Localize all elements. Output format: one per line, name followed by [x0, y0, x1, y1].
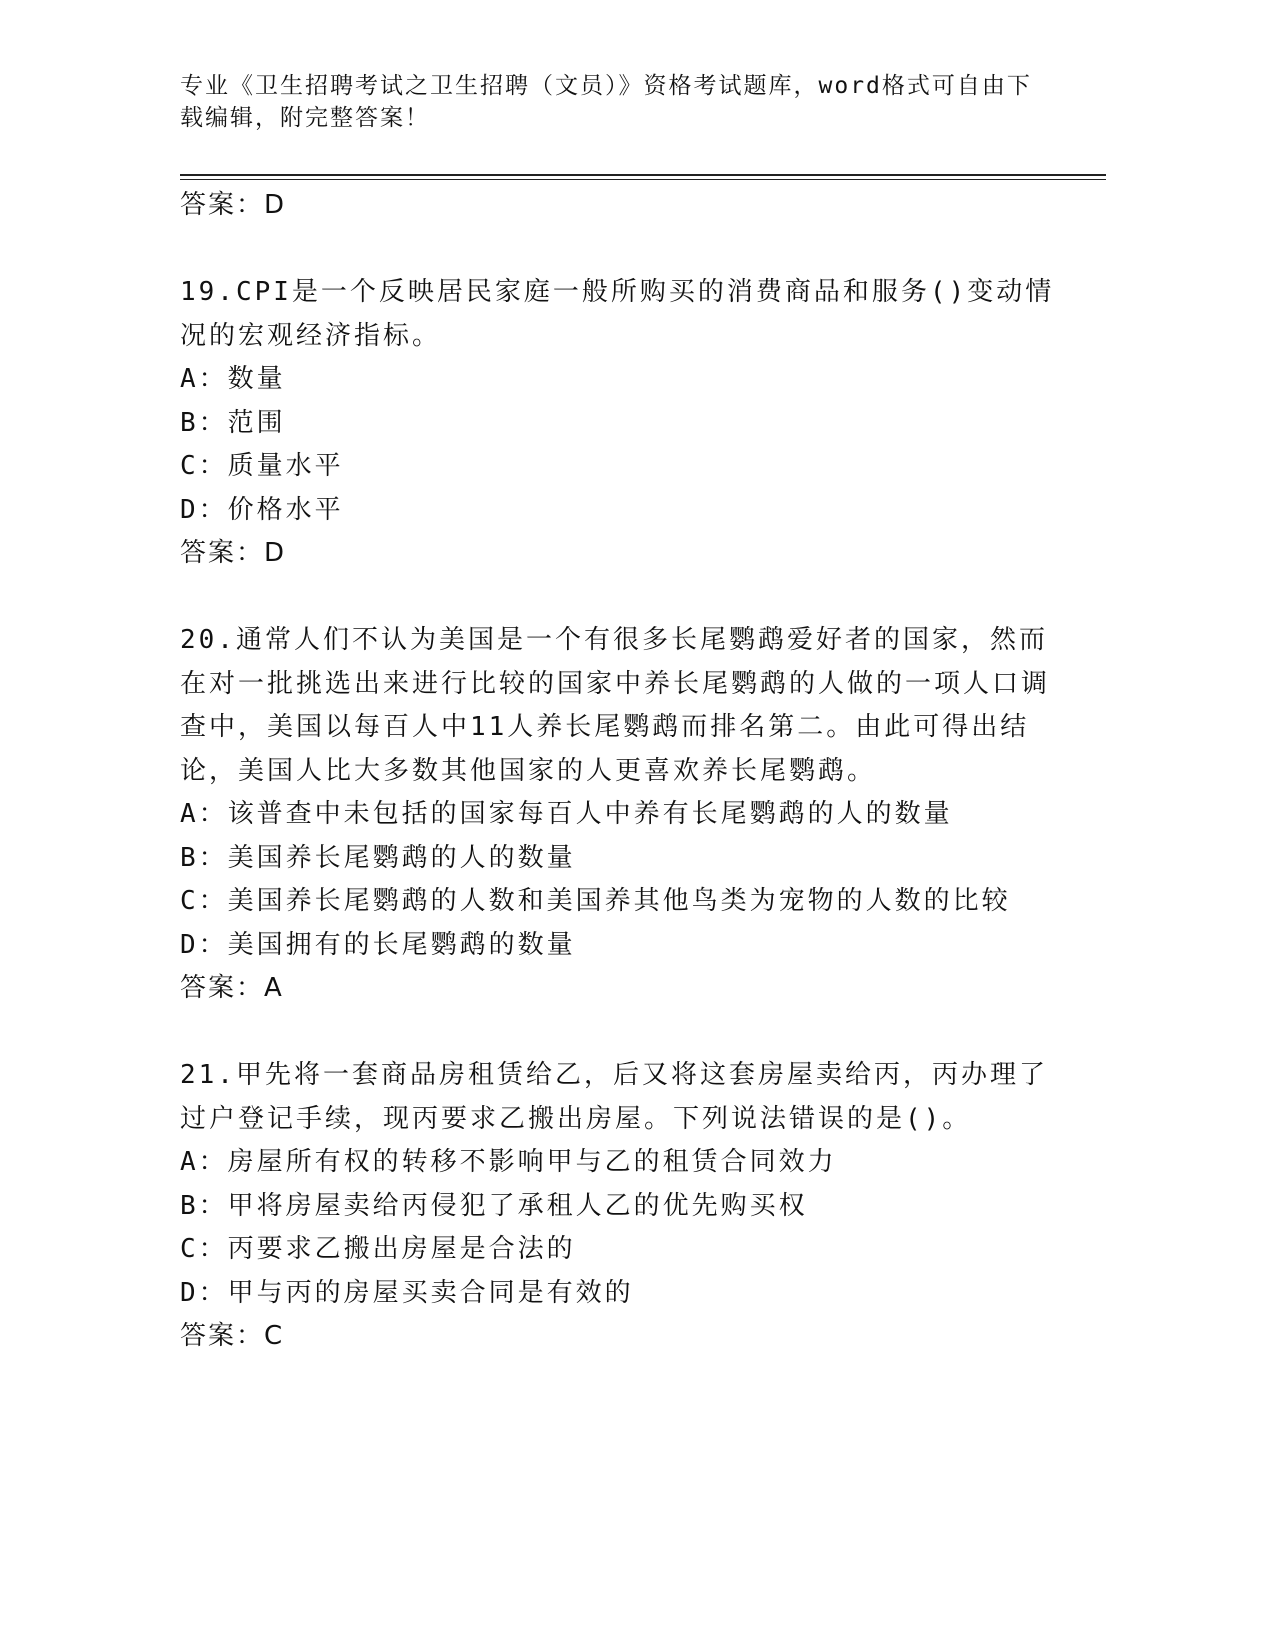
option-d: D：甲与丙的房屋买卖合同是有效的: [180, 1277, 634, 1308]
question-stem: 20.通常人们不认为美国是一个有很多长尾鹦鹉爱好者的国家，然而在对一批挑选出来进行比较的国家中养长尾鹦鹉的人做的一项人口调查中，美国以每百人中11人养长尾鹦鹉而排名第二。由此可得出结论，美国人比大多数其他国家的人更喜欢养长尾鹦鹉。: [180, 625, 1051, 786]
option-a: A：该普查中未包括的国家每百人中养有长尾鹦鹉的人的数量: [180, 799, 953, 829]
question-list: [180, 184, 1060, 1359]
option-b: B：美国养长尾鹦鹉的人的数量: [180, 842, 576, 873]
answer-line: 答案：A: [180, 973, 284, 1003]
spacer: [180, 1011, 1060, 1055]
option-c: C：美国养长尾鹦鹉的人数和美国养其他鸟类为宠物的人数的比较: [180, 886, 1011, 916]
question-stem: 21.甲先将一套商品房租赁给乙，后又将这套房屋卖给丙，丙办理了过户登记手续，现丙要求乙搬出房屋。下列说法错误的是()。: [180, 1060, 1048, 1134]
option-c: C：丙要求乙搬出房屋是合法的: [180, 1234, 576, 1264]
option-a: A：数量: [180, 364, 286, 394]
header-text: 专业《卫生招聘考试之卫生招聘（文员）》资格考试题库，word格式可自由下载编辑，附完整答案！: [180, 73, 1032, 131]
spacer: [180, 576, 1060, 620]
question-21: [180, 1054, 1060, 1359]
answer-line: 答案：C: [180, 1321, 285, 1351]
header-rule-thin: [180, 179, 1106, 180]
question-stem: 19.CPI是一个反映居民家庭一般所购买的消费商品和服务()变动情况的宏观经济指标。: [180, 277, 1055, 351]
option-a: A：房屋所有权的转移不影响甲与乙的租赁合同效力: [180, 1147, 837, 1177]
document-header: [180, 70, 1040, 134]
previous-answer: 答案：D: [180, 190, 287, 220]
spacer: [180, 228, 1060, 272]
option-c: C：质量水平: [180, 451, 344, 481]
header-rule-thick: [180, 174, 1106, 176]
option-b: B：甲将房屋卖给丙侵犯了承租人乙的优先购买权: [180, 1190, 808, 1221]
option-d: D：价格水平: [180, 494, 344, 525]
option-d: D：美国拥有的长尾鹦鹉的数量: [180, 929, 576, 960]
answer-line: 答案：D: [180, 538, 287, 568]
question-20: [180, 619, 1060, 1011]
question-19: [180, 271, 1060, 576]
option-b: B：范围: [180, 407, 286, 438]
